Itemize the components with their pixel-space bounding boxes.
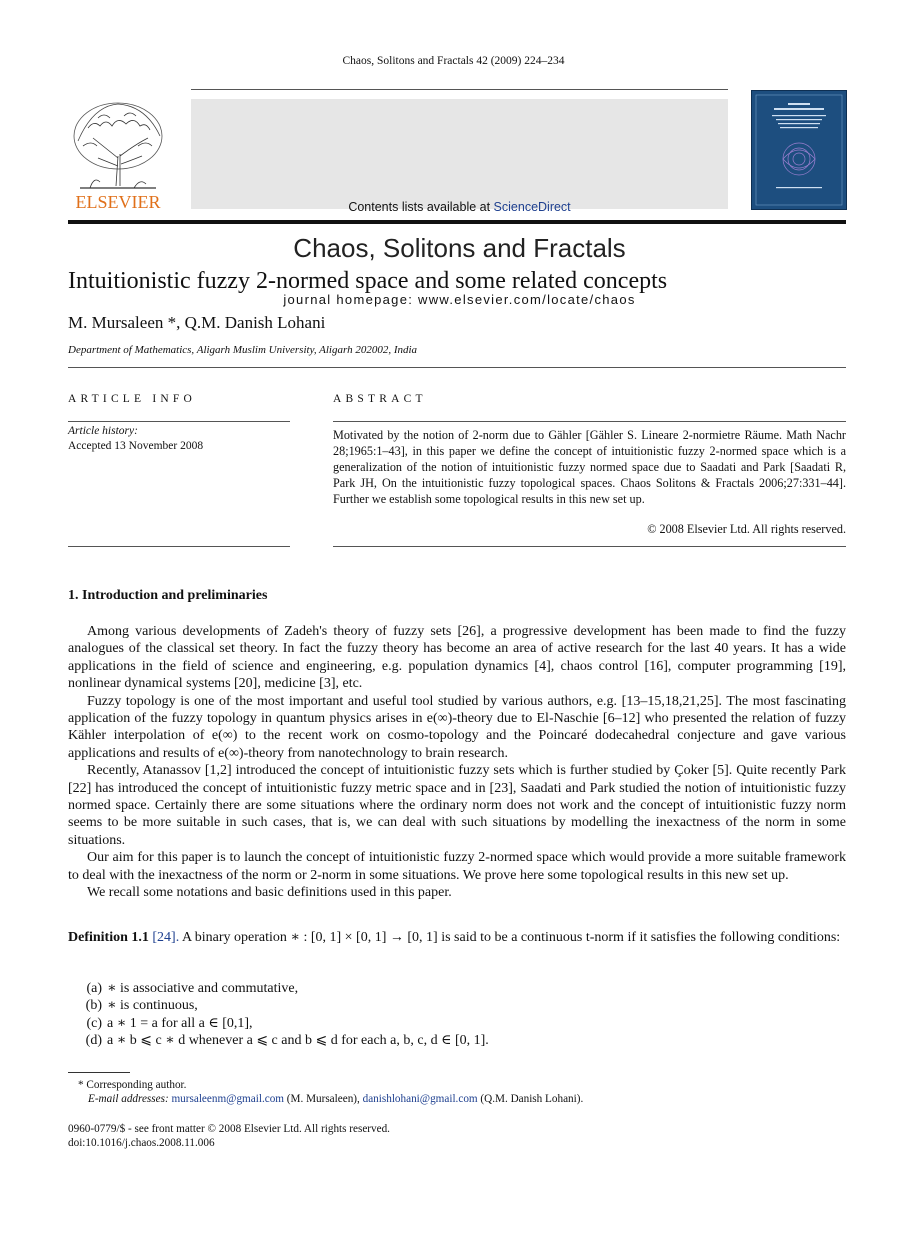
section-heading: 1. Introduction and preliminaries	[68, 588, 268, 603]
article-info-bottom-rule	[68, 546, 290, 547]
abstract-text: Motivated by the notion of 2-norm due to Gähler [Gähler S. Lineare 2-normietre Räume. Math Nachr 28;1965:1–43], in this paper we define the concept of intuitionistic fuzzy 2-normed space which is a generalization of the notion of intuitionistic fuzzy normed space due to Saadati and Park [Saadati R, Park JH, On the intuitionistic fuzzy topological spaces. Chaos Solitons & Fractals 2006;27:331–44]. Further we establish some topological results in this new set up.	[333, 428, 846, 506]
elsevier-logo	[68, 96, 168, 211]
contents-prefix: Contents lists available at	[348, 200, 494, 214]
abstract-rule	[333, 421, 846, 422]
email-label: E-mail addresses:	[88, 1093, 169, 1105]
abstract-heading: ABSTRACT	[333, 393, 427, 405]
contents-line	[191, 200, 728, 214]
paragraph-2: Fuzzy topology is one of the most important and useful tool studied by various authors, e.g. [13–15,18,21,25]. The most fascinating application of the fuzzy topology in quantum physics arises in e(∞)-theory due to El-Naschie [6–12] who presented the relation of fuzzy Kähler interpolation of e(∞) to the recent work on cosmo-topology and the Poincaré dodecahedral conjecture and gave various applications and results of e(∞)-theory from nanotechnology to brain research.	[68, 693, 846, 761]
section-body	[68, 623, 846, 902]
paragraph-5: We recall some notations and basic definitions used in this paper.	[87, 885, 452, 901]
publisher-name: ELSEVIER	[75, 192, 161, 211]
cover-fractal-icon	[752, 91, 846, 209]
doi-line[interactable]: doi:10.1016/j.chaos.2008.11.006	[68, 1137, 215, 1149]
definition-conditions	[68, 980, 846, 1050]
condition-item: (c) a ∗ 1 = a for all a ∈ [0,1],	[86, 1015, 253, 1031]
email-name-2: (Q.M. Danish Lohani).	[480, 1093, 584, 1105]
definition-label: Definition 1.1	[68, 930, 149, 945]
paragraph-4: Our aim for this paper is to launch the concept of intuitionistic fuzzy 2-normed space which would provide a more suitable framework to deal with the inexactness of the norm or 2-norm in some situations. We prove here some topological results in this new set up.	[68, 850, 846, 883]
email-name-1: (M. Mursaleen),	[286, 1093, 360, 1105]
abstract-copyright: © 2008 Elsevier Ltd. All rights reserved.	[647, 522, 846, 536]
paragraph-1: Among various developments of Zadeh's theory of fuzzy sets [26], a progressive development has been made to find the fuzzy analogues of the classical set theory. In fact the fuzzy theory has become an area of active research for the last 40 years. It has a wide applications in the field of science and engineering, e.g. population dynamics [4], chaos control [16], computer programming [19], nonlinear dynamical systems [20], medicine [3], etc.	[68, 624, 846, 692]
definition-ref[interactable]: [24].	[152, 930, 180, 945]
issn-line: 0960-0779/$ - see front matter © 2008 Elsevier Ltd. All rights reserved.	[68, 1123, 390, 1135]
accepted-date: Accepted 13 November 2008	[68, 440, 204, 452]
email-link-1[interactable]: mursaleenm@gmail.com	[171, 1093, 284, 1105]
condition-item: (d) a ∗ b ⩽ c ∗ d whenever a ⩽ c and b ⩽ d for each a, b, c, d ∈ [0, 1].	[85, 1033, 489, 1049]
header-divider	[68, 220, 846, 224]
title-divider	[68, 367, 846, 368]
author-affiliation: Department of Mathematics, Aligarh Muslim University, Aligarh 202002, India	[68, 344, 418, 356]
condition-item: (a) ∗ is associative and commutative,	[86, 981, 299, 996]
abstract-bottom-rule	[333, 546, 846, 547]
footnote-rule	[68, 1072, 130, 1073]
article-info-rule	[68, 421, 290, 422]
paragraph-3: Recently, Atanassov [1,2] introduced the concept of intuitionistic fuzzy sets which is further studied by Çoker [5]. Quite recently Park [22] has introduced the concept of intuitionistic fuzzy metric space and in [23], Saadati and Park studied the notion of intuitionistic fuzzy normed space. Certainly there are some situations where the ordinary norm does not work and the concept of intuitionistic fuzzy norm seems to be more suitable in such cases, that is, we can deal with such situations by modelling the inexactness of the norm in some situations.	[68, 763, 846, 848]
running-head: Chaos, Solitons and Fractals 42 (2009) 224–234	[342, 55, 565, 67]
condition-item: (b) ∗ is continuous,	[85, 998, 198, 1014]
article-authors: M. Mursaleen *, Q.M. Danish Lohani	[68, 313, 326, 332]
corresponding-note: * Corresponding author.	[78, 1079, 187, 1091]
journal-title: Chaos, Solitons and Fractals	[293, 233, 626, 263]
header-rule	[191, 89, 728, 90]
journal-homepage[interactable]: journal homepage: www.elsevier.com/locate/chaos	[283, 292, 636, 307]
article-info-heading: ARTICLE INFO	[68, 393, 196, 405]
sciencedirect-link[interactable]: ScienceDirect	[493, 200, 571, 214]
email-note	[88, 1092, 583, 1106]
definition-text: A binary operation ∗ : [0, 1] × [0, 1] → [0, 1] is said to be a continuous t-norm if it satisfies the following conditions:	[181, 930, 841, 945]
journal-cover	[751, 90, 847, 210]
article-title: Intuitionistic fuzzy 2-normed space and some related concepts	[68, 268, 668, 294]
email-link-2[interactable]: danishlohani@gmail.com	[362, 1093, 478, 1105]
article-history-label: Article history:	[68, 425, 138, 437]
cover-title-lines	[772, 103, 826, 128]
definition-block	[68, 929, 846, 946]
elsevier-tree-icon	[68, 96, 168, 211]
